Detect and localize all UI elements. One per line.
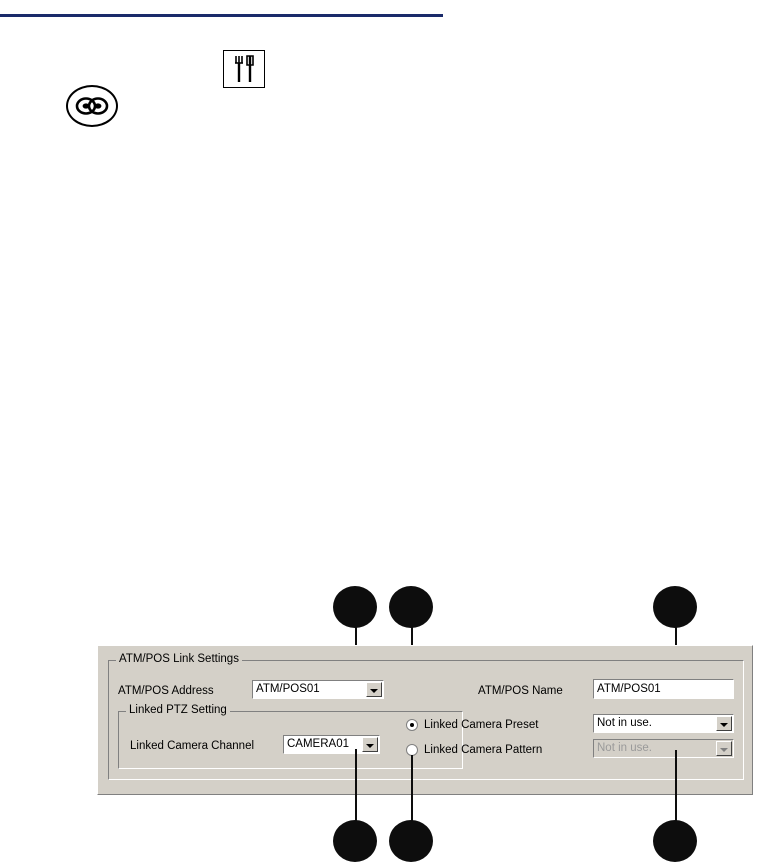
atm-pos-address-label: ATM/POS Address bbox=[118, 685, 214, 697]
atm-pos-address-combo[interactable] bbox=[252, 680, 384, 699]
chevron-down-icon[interactable] bbox=[362, 737, 378, 752]
tools-icon bbox=[223, 50, 265, 88]
linked-ptz-group-title: Linked PTZ Setting bbox=[126, 704, 230, 716]
atm-pos-address-value: ATM/POS01 bbox=[256, 683, 320, 695]
atm-pos-link-settings-panel bbox=[97, 645, 753, 795]
callout-2 bbox=[389, 586, 433, 628]
linked-camera-channel-combo[interactable] bbox=[283, 735, 380, 754]
linked-camera-pattern-combo[interactable] bbox=[593, 739, 734, 758]
linked-camera-preset-value: Not in use. bbox=[597, 717, 652, 729]
linked-camera-pattern-value: Not in use. bbox=[597, 742, 652, 754]
chevron-down-icon[interactable] bbox=[716, 716, 732, 731]
callout-leader-4 bbox=[355, 749, 357, 824]
atm-pos-name-input[interactable]: ATM/POS01 bbox=[593, 679, 734, 699]
callout-3 bbox=[653, 586, 697, 628]
atm-pos-name-label: ATM/POS Name bbox=[478, 685, 563, 697]
chain-link-icon bbox=[66, 85, 118, 127]
linked-camera-preset-combo[interactable] bbox=[593, 714, 734, 733]
linked-camera-channel-value: CAMERA01 bbox=[287, 738, 349, 750]
callout-5 bbox=[389, 820, 433, 862]
atm-pos-link-group-title: ATM/POS Link Settings bbox=[116, 653, 242, 665]
linked-camera-preset-label: Linked Camera Preset bbox=[424, 719, 539, 731]
callout-leader-6 bbox=[675, 750, 677, 824]
callout-6 bbox=[653, 820, 697, 862]
callout-4 bbox=[333, 820, 377, 862]
header-rule bbox=[0, 14, 443, 17]
chevron-down-icon[interactable] bbox=[366, 682, 382, 697]
chevron-down-icon[interactable] bbox=[716, 741, 732, 756]
callout-1 bbox=[333, 586, 377, 628]
linked-camera-pattern-label: Linked Camera Pattern bbox=[424, 744, 543, 756]
linked-camera-preset-radio[interactable] bbox=[406, 719, 418, 731]
radio-selected-dot bbox=[410, 723, 414, 727]
linked-camera-channel-label: Linked Camera Channel bbox=[130, 740, 255, 752]
callout-leader-5 bbox=[411, 755, 413, 824]
